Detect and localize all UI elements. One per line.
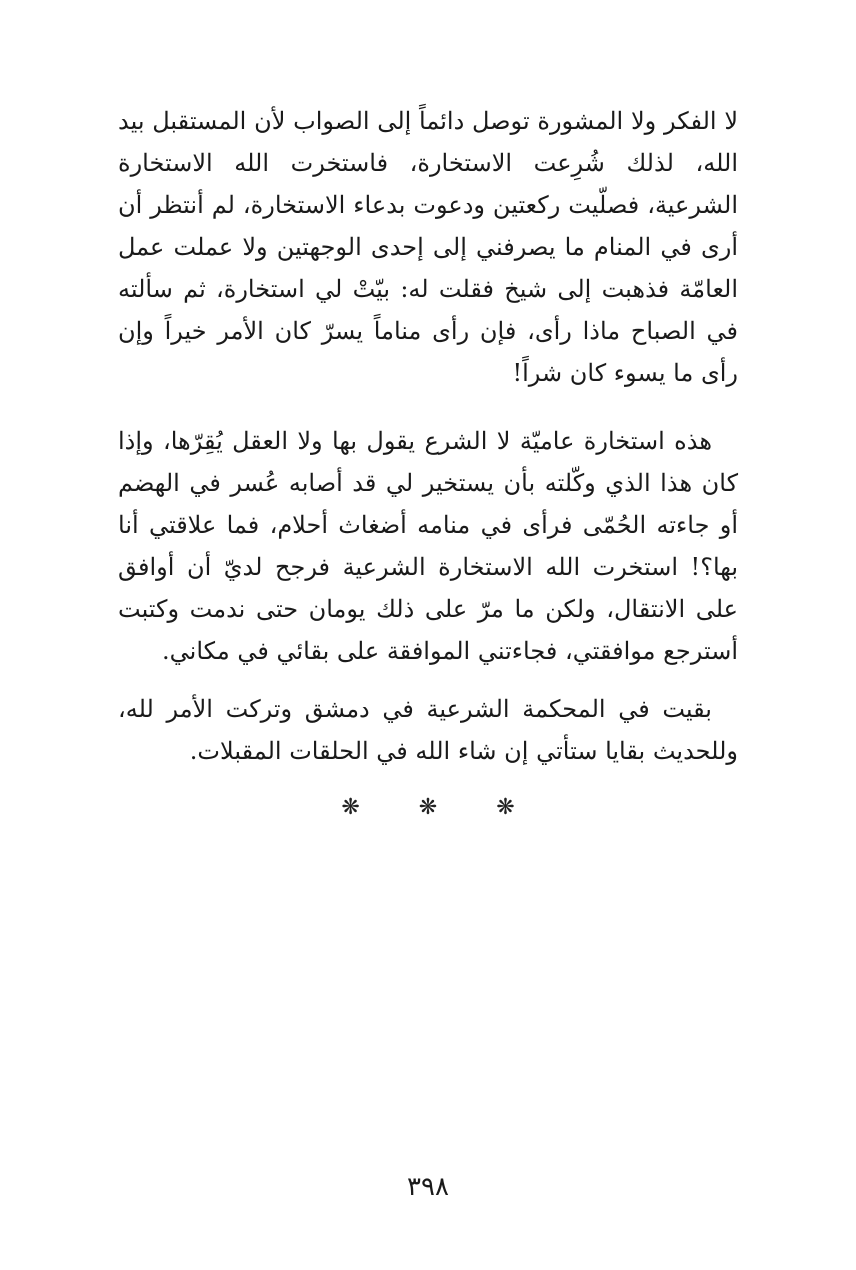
body-text	[118, 100, 738, 788]
paragraph-3: بقيت في المحكمة الشرعية في دمشق وتركت الأمر لله، وللحديث بقايا ستأتي إن شاء الله في الحلقات المقبلات.	[118, 695, 738, 765]
page-number: ٣٩٨	[407, 1172, 449, 1202]
paragraph-2: هذه استخارة عاميّة لا الشرع يقول بها ولا العقل يُقِرّها، وإذا كان هذا الذي وكّلته بأن يستخير لي قد أصابه عُسر في الهضم أو جاءته الحُمّى فرأى في منامه أضغاث أحلام، فما علاقتي أنا بها؟! استخرت الله الاستخارة الشرعية فرجح لديّ أن أوافق على الانتقال، ولكن ما مرّ على ذلك يومان حتى ندمت وكتبت أسترجع موافقتي، فجاءتني الموافقة على بقائي في مكاني.	[118, 427, 738, 665]
section-separator: ❋ ❋ ❋	[341, 795, 541, 820]
paragraph-1: لا الفكر ولا المشورة توصل دائماً إلى الصواب لأن المستقبل بيد الله، لذلك شُرِعت الاستخارة، فاستخرت الله الاستخارة الشرعية، فصلّيت ركعتين ودعوت بدعاء الاستخارة، لم أنتظر أن أرى في المنام ما يصرفني إلى إحدى الوجهتين ولا عملت عمل العامّة فذهبت إلى شيخ فقلت له: بيّتْ لي استخارة، ثم سألته في الصباح ماذا رأى، فإن رأى مناماً يسرّ كان الأمر خيراً وإن رأى ما يسوء كان شراً!	[118, 107, 738, 387]
